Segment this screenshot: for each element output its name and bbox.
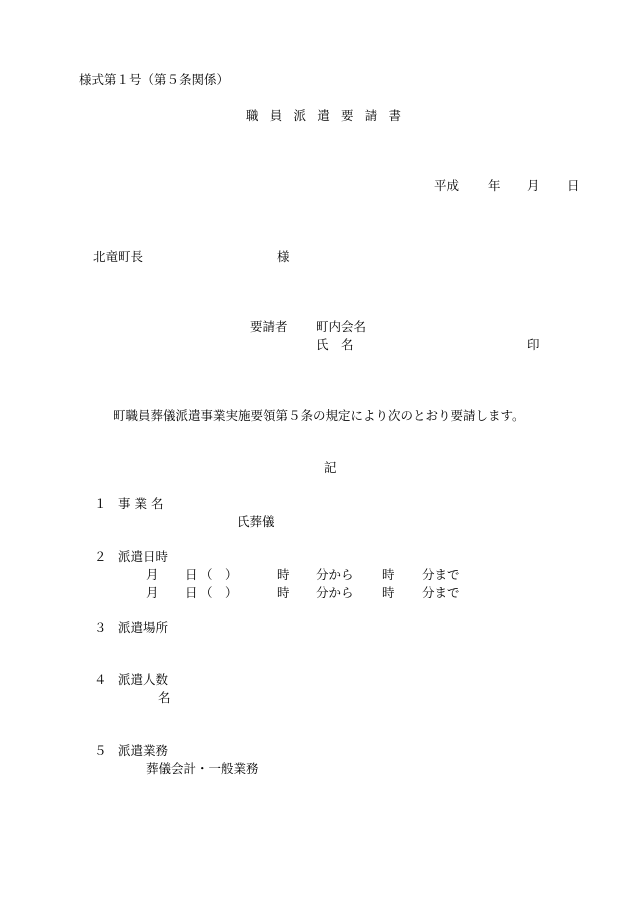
row2-minute-from: 分から	[316, 585, 354, 600]
row1-hour-to: 時	[382, 567, 395, 582]
item5-label: 派遣業務	[118, 743, 169, 758]
addressee-name: 北竜町長	[93, 249, 144, 264]
row1-month: 月	[146, 567, 159, 582]
document-title: 職員派遣要請書	[246, 108, 413, 123]
row2-hour-to: 時	[382, 585, 395, 600]
item2-number: ２	[94, 549, 107, 564]
ki-heading: 記	[324, 460, 337, 475]
date-day: 日	[567, 178, 580, 193]
item4-unit: 名	[158, 690, 171, 705]
item5-number: ５	[94, 743, 107, 758]
date-era: 平成	[434, 178, 460, 193]
item5-value: 葬儀会計・一般業務	[146, 761, 259, 776]
item4-label: 派遣人数	[118, 672, 169, 687]
row2-month: 月	[146, 585, 159, 600]
item2-label: 派遣日時	[118, 549, 169, 564]
row1-day: 日	[185, 567, 198, 582]
item1-number: １	[94, 496, 107, 511]
item4-number: ４	[94, 672, 107, 687]
row2-hour-from: 時	[277, 585, 290, 600]
row1-minute-to: 分まで	[422, 567, 460, 582]
item1-label: 事 業 名	[118, 496, 164, 511]
row2-minute-to: 分まで	[422, 585, 460, 600]
requester-name-label: 氏 名	[316, 337, 354, 352]
row1-weekday-paren: （ ）	[200, 567, 238, 582]
item3-number: ３	[94, 620, 107, 635]
body-text: 町職員葬儀派遣事業実施要領第５条の規定により次のとおり要請します。	[113, 408, 525, 423]
date-month: 月	[527, 178, 540, 193]
date-year: 年	[488, 178, 501, 193]
requester-label: 要請者	[250, 319, 288, 334]
item3-label: 派遣場所	[118, 620, 169, 635]
association-name-label: 町内会名	[316, 319, 367, 334]
item1-value: 氏葬儀	[237, 514, 275, 529]
row2-weekday-paren: （ ）	[200, 585, 238, 600]
addressee-honorific: 様	[277, 249, 290, 264]
row2-day: 日	[185, 585, 198, 600]
form-number: 様式第１号（第５条関係）	[79, 72, 230, 87]
row1-hour-from: 時	[277, 567, 290, 582]
row1-minute-from: 分から	[316, 567, 354, 582]
seal-mark: 印	[527, 337, 540, 352]
